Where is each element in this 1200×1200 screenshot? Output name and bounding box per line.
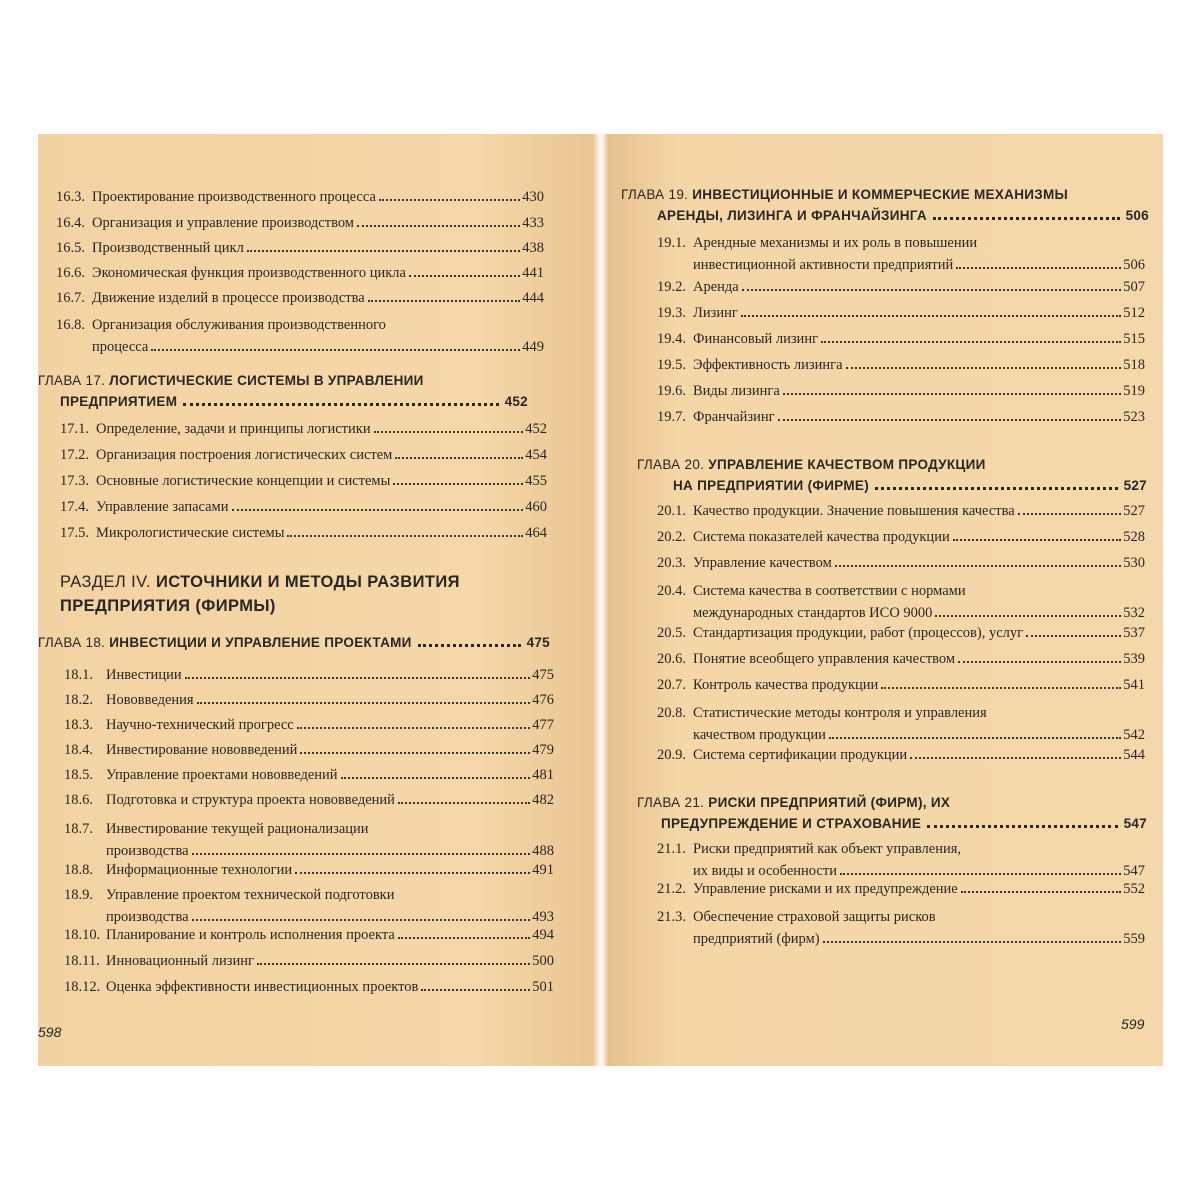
entry-number: 20.7.	[657, 677, 686, 693]
entry-number: 19.5.	[657, 357, 686, 373]
toc-entry	[64, 976, 554, 998]
dot-leader	[823, 941, 1122, 943]
dot-leader	[398, 937, 530, 939]
entry-page: 501	[532, 979, 554, 995]
toc-entry	[657, 838, 1145, 878]
entry-number: 16.6.	[56, 265, 85, 281]
entry-number: 20.6.	[657, 651, 686, 667]
entry-title: Система качества в соответствии с нормами	[693, 583, 966, 599]
chapter-title: ЛОГИСТИЧЕСКИЕ СИСТЕМЫ В УПРАВЛЕНИИ	[109, 373, 424, 388]
toc-entry	[657, 276, 1145, 298]
entry-title: Планирование и контроль исполнения проекта	[106, 927, 395, 943]
dot-leader	[300, 752, 530, 754]
entry-page: 537	[1123, 625, 1145, 641]
chapter-page: 475	[526, 635, 550, 650]
dot-leader	[821, 341, 1121, 343]
dot-leader	[1018, 513, 1122, 515]
entry-number: 16.3.	[56, 189, 85, 205]
chapter-20-heading	[637, 454, 1147, 496]
entry-page: 530	[1123, 555, 1145, 571]
toc-entry	[56, 314, 544, 354]
dot-leader	[958, 661, 1121, 663]
entry-title: Управление запасами	[96, 499, 229, 515]
entry-page: 500	[532, 953, 554, 969]
dot-leader	[910, 757, 1121, 759]
entry-title: Организация построения логистических систем	[96, 447, 393, 463]
entry-page: 491	[532, 862, 554, 878]
dot-leader	[393, 483, 523, 485]
toc-entry	[64, 664, 554, 686]
toc-entry	[64, 689, 554, 711]
entry-title: Стандартизация продукции, работ (процессов), услуг	[693, 625, 1024, 641]
entry-number: 17.3.	[60, 473, 89, 489]
entry-number: 19.7.	[657, 409, 686, 425]
entry-title: Эффективность лизинга	[693, 357, 843, 373]
entry-number: 20.1.	[657, 503, 686, 519]
entry-page: 506	[1123, 257, 1145, 273]
entry-title: Финансовый лизинг	[693, 331, 819, 347]
entry-title-cont: качеством продукции	[693, 727, 826, 743]
dot-leader	[185, 677, 531, 679]
dot-leader	[829, 737, 1121, 739]
chapter-title-cont: АРЕНДЫ, ЛИЗИНГА И ФРАНЧАЙЗИНГА	[657, 208, 927, 223]
section-title-cont: ПРЕДПРИЯТИЯ (ФИРМЫ)	[60, 597, 276, 615]
entry-title: Организация и управление производством	[92, 215, 354, 231]
toc-entry	[64, 884, 554, 924]
entry-title-cont: их виды и особенности	[693, 863, 837, 879]
toc-entry	[56, 186, 544, 208]
dot-leader	[368, 300, 521, 302]
entry-title: Управление качеством	[693, 555, 832, 571]
left-page	[38, 134, 593, 1066]
entry-title: Аренда	[693, 279, 739, 295]
entry-title-cont: производства	[106, 843, 189, 859]
toc-entry	[60, 496, 547, 518]
toc-entry	[60, 444, 547, 466]
entry-page: 460	[525, 499, 547, 515]
dot-leader	[357, 225, 520, 227]
page-number: 599	[1121, 1016, 1145, 1032]
chapter-page: 547	[1123, 816, 1147, 831]
entry-number: 20.8.	[657, 705, 686, 721]
toc-entry	[60, 418, 547, 440]
entry-title: Франчайзинг	[693, 409, 775, 425]
chapter-label: ГЛАВА 20.	[637, 457, 705, 472]
entry-page: 518	[1123, 357, 1145, 373]
entry-page: 441	[522, 265, 544, 281]
entry-title: Научно-технический прогресс	[106, 717, 294, 733]
entry-number: 18.3.	[64, 717, 93, 733]
entry-title: Инвестирование текущей рационализации	[106, 821, 369, 837]
entry-page: 519	[1123, 383, 1145, 399]
dot-leader	[287, 535, 523, 537]
entry-page: 532	[1123, 605, 1145, 621]
toc-entry	[56, 237, 544, 259]
chapter-21-heading	[637, 792, 1147, 834]
dot-leader	[742, 289, 1122, 291]
entry-number: 19.4.	[657, 331, 686, 347]
entry-title: Экономическая функция производственного цикла	[92, 265, 406, 281]
dot-leader	[341, 777, 531, 779]
entry-page: 528	[1123, 529, 1145, 545]
entry-number: 20.2.	[657, 529, 686, 545]
dot-leader	[935, 615, 1121, 617]
dot-leader	[232, 509, 524, 511]
entry-number: 18.10.	[64, 927, 101, 943]
entry-page: 547	[1123, 863, 1145, 879]
entry-number: 17.5.	[60, 525, 89, 541]
entry-title: Система показателей качества продукции	[693, 529, 950, 545]
entry-title: Качество продукции. Значение повышения качества	[693, 503, 1015, 519]
entry-page: 541	[1123, 677, 1145, 693]
dot-leader	[783, 393, 1121, 395]
entry-page: 494	[532, 927, 554, 943]
dot-leader	[379, 199, 520, 201]
entry-title: Виды лизинга	[693, 383, 780, 399]
entry-title: Организация обслуживания производственного	[92, 317, 386, 333]
entry-title: Микрологистические системы	[96, 525, 285, 541]
entry-title: Обеспечение страховой защиты рисков	[693, 909, 936, 925]
entry-title: Производственный цикл	[92, 240, 244, 256]
entry-number: 16.5.	[56, 240, 85, 256]
entry-number: 18.8.	[64, 862, 93, 878]
toc-entry	[657, 406, 1145, 428]
entry-number: 20.3.	[657, 555, 686, 571]
toc-entry	[657, 552, 1145, 574]
toc-entry	[60, 470, 547, 492]
entry-number: 18.5.	[64, 767, 93, 783]
entry-page: 452	[525, 421, 547, 437]
entry-page: 488	[532, 843, 554, 859]
entry-page: 430	[522, 189, 544, 205]
toc-entry	[56, 287, 544, 309]
dot-leader	[835, 565, 1121, 567]
entry-number: 17.1.	[60, 421, 89, 437]
entry-title: Движение изделий в процессе производства	[92, 290, 365, 306]
right-page	[609, 134, 1163, 1066]
toc-entry	[657, 744, 1145, 766]
chapter-title-cont: НА ПРЕДПРИЯТИИ (ФИРМЕ)	[673, 478, 869, 493]
dot-leader	[881, 687, 1121, 689]
entry-number: 18.12.	[64, 979, 101, 995]
entry-number: 19.1.	[657, 235, 686, 251]
dot-leader	[956, 267, 1121, 269]
toc-entry	[657, 328, 1145, 350]
dot-leader	[409, 275, 520, 277]
chapter-title-cont: ПРЕДУПРЕЖДЕНИЕ И СТРАХОВАНИЕ	[661, 816, 922, 831]
entry-page: 527	[1123, 503, 1145, 519]
entry-page: 539	[1123, 651, 1145, 667]
toc-entry	[657, 500, 1145, 522]
toc-entry	[64, 789, 554, 811]
entry-title: Проектирование производственного процесса	[92, 189, 376, 205]
entry-title: Риски предприятий как объект управления,	[693, 841, 962, 857]
chapter-title: УПРАВЛЕНИЕ КАЧЕСТВОМ ПРОДУКЦИИ	[708, 457, 986, 472]
entry-title: Лизинг	[693, 305, 738, 321]
entry-page: 512	[1123, 305, 1145, 321]
dot-leader	[840, 873, 1121, 875]
entry-page: 433	[522, 215, 544, 231]
dot-leader	[297, 727, 531, 729]
entry-title: Оценка эффективности инвестиционных проектов	[106, 979, 419, 995]
entry-page: 479	[532, 742, 554, 758]
entry-page: 438	[522, 240, 544, 256]
toc-entry	[64, 818, 554, 858]
toc-entry	[56, 262, 544, 284]
entry-page: 477	[532, 717, 554, 733]
toc-entry	[657, 302, 1145, 324]
dot-leader	[961, 891, 1122, 893]
toc-entry	[657, 622, 1145, 644]
entry-page: 475	[532, 667, 554, 683]
entry-title: Контроль качества продукции	[693, 677, 879, 693]
toc-entry	[657, 232, 1145, 272]
entry-title: Понятие всеобщего управления качеством	[693, 651, 956, 667]
entry-title: Инвестирование нововведений	[106, 742, 298, 758]
dot-leader	[421, 989, 530, 991]
dot-leader	[741, 315, 1121, 317]
entry-number: 21.2.	[657, 881, 686, 897]
dot-leader	[192, 853, 531, 855]
page-number: 598	[38, 1024, 62, 1040]
chapter-title: ИНВЕСТИЦИИ И УПРАВЛЕНИЕ ПРОЕКТАМИ	[109, 635, 412, 650]
entry-title: Система сертификации продукции	[693, 747, 908, 763]
toc-entry	[657, 702, 1145, 742]
chapter-17-heading	[38, 370, 528, 412]
chapter-label: ГЛАВА 21.	[637, 795, 705, 810]
entry-number: 20.4.	[657, 583, 686, 599]
entry-title: Инновационный лизинг	[106, 953, 254, 969]
entry-page: 493	[532, 909, 554, 925]
entry-title: Арендные механизмы и их роль в повышении	[693, 235, 978, 251]
entry-number: 18.11.	[64, 953, 100, 969]
toc-entry	[64, 950, 554, 972]
entry-page: 449	[522, 339, 544, 355]
chapter-title: РИСКИ ПРЕДПРИЯТИЙ (ФИРМ), ИХ	[708, 795, 951, 810]
entry-number: 21.1.	[657, 841, 686, 857]
entry-number: 19.2.	[657, 279, 686, 295]
toc-entry	[64, 764, 554, 786]
entry-number: 17.2.	[60, 447, 89, 463]
dot-leader	[192, 919, 531, 921]
toc-entry	[657, 674, 1145, 696]
dot-leader	[846, 367, 1122, 369]
dot-leader	[295, 872, 530, 874]
entry-page: 481	[532, 767, 554, 783]
toc-entry	[657, 380, 1145, 402]
entry-page: 544	[1123, 747, 1145, 763]
toc-entry	[64, 739, 554, 761]
entry-number: 16.7.	[56, 290, 85, 306]
entry-page: 515	[1123, 331, 1145, 347]
chapter-label: ГЛАВА 18.	[38, 635, 106, 650]
entry-number: 18.6.	[64, 792, 93, 808]
toc-entry	[657, 526, 1145, 548]
chapter-19-heading	[621, 184, 1149, 226]
toc-entry	[657, 878, 1145, 900]
entry-title: Нововведения	[106, 692, 194, 708]
entry-title-cont: международных стандартов ИСО 9000	[693, 605, 933, 621]
dot-leader	[778, 419, 1122, 421]
entry-number: 20.5.	[657, 625, 686, 641]
entry-title: Подготовка и структура проекта нововведений	[106, 792, 395, 808]
entry-title: Инвестиции	[106, 667, 182, 683]
entry-number: 18.4.	[64, 742, 93, 758]
entry-page: 507	[1123, 279, 1145, 295]
toc-entry	[64, 714, 554, 736]
entry-number: 17.4.	[60, 499, 89, 515]
entry-page: 454	[525, 447, 547, 463]
entry-page: 523	[1123, 409, 1145, 425]
toc-entry	[56, 212, 544, 234]
entry-number: 19.6.	[657, 383, 686, 399]
entry-page: 482	[532, 792, 554, 808]
entry-page: 552	[1123, 881, 1145, 897]
entry-page: 444	[522, 290, 544, 306]
entry-number: 16.8.	[56, 317, 85, 333]
toc-entry	[657, 580, 1145, 620]
toc-entry	[657, 648, 1145, 670]
entry-title: Управление проектами нововведений	[106, 767, 338, 783]
chapter-18-heading	[38, 632, 550, 653]
chapter-page: 452	[504, 394, 528, 409]
entry-title: Основные логистические концепции и системы	[96, 473, 391, 489]
dot-leader	[247, 250, 520, 252]
chapter-label: ГЛАВА 17.	[38, 373, 106, 388]
entry-number: 18.1.	[64, 667, 93, 683]
entry-title: Статистические методы контроля и управления	[693, 705, 987, 721]
book-gutter	[593, 134, 609, 1066]
entry-number: 16.4.	[56, 215, 85, 231]
entry-number: 19.3.	[657, 305, 686, 321]
chapter-page: 527	[1123, 478, 1147, 493]
entry-title-cont: процесса	[92, 339, 149, 355]
toc-entry	[64, 859, 554, 881]
entry-title-cont: производства	[106, 909, 189, 925]
dot-leader	[151, 349, 520, 351]
chapter-page: 506	[1125, 208, 1149, 223]
entry-number: 20.9.	[657, 747, 686, 763]
chapter-label: ГЛАВА 19.	[621, 187, 689, 202]
entry-title-cont: предприятий (фирм)	[693, 931, 820, 947]
dot-leader	[953, 539, 1122, 541]
toc-entry	[64, 924, 554, 946]
chapter-title: ИНВЕСТИЦИОННЫЕ И КОММЕРЧЕСКИЕ МЕХАНИЗМЫ	[692, 187, 1069, 202]
entry-title: Управление проектом технической подготовки	[106, 887, 395, 903]
dot-leader	[1026, 635, 1121, 637]
toc-entry	[657, 354, 1145, 376]
entry-page: 542	[1123, 727, 1145, 743]
entry-page: 476	[532, 692, 554, 708]
section-title: ИСТОЧНИКИ И МЕТОДЫ РАЗВИТИЯ	[155, 573, 460, 591]
dot-leader	[197, 702, 531, 704]
entry-number: 18.9.	[64, 887, 93, 903]
dot-leader	[257, 963, 530, 965]
entry-title: Определение, задачи и принципы логистики	[96, 421, 371, 437]
entry-title: Управление рисками и их предупреждение	[693, 881, 958, 897]
toc-entry	[60, 522, 547, 544]
entry-page: 455	[525, 473, 547, 489]
entry-page: 559	[1123, 931, 1145, 947]
section-label: РАЗДЕЛ IV.	[60, 573, 151, 591]
section-iv-heading	[60, 570, 560, 618]
dot-leader	[398, 802, 530, 804]
entry-title-cont: инвестиционной активности предприятий	[693, 257, 954, 273]
entry-number: 21.3.	[657, 909, 686, 925]
entry-number: 18.7.	[64, 821, 93, 837]
chapter-title-cont: ПРЕДПРИЯТИЕМ	[60, 394, 178, 409]
toc-entry	[657, 906, 1145, 946]
entry-title: Информационные технологии	[106, 862, 293, 878]
dot-leader	[395, 457, 523, 459]
entry-number: 18.2.	[64, 692, 93, 708]
dot-leader	[374, 431, 524, 433]
entry-page: 464	[525, 525, 547, 541]
